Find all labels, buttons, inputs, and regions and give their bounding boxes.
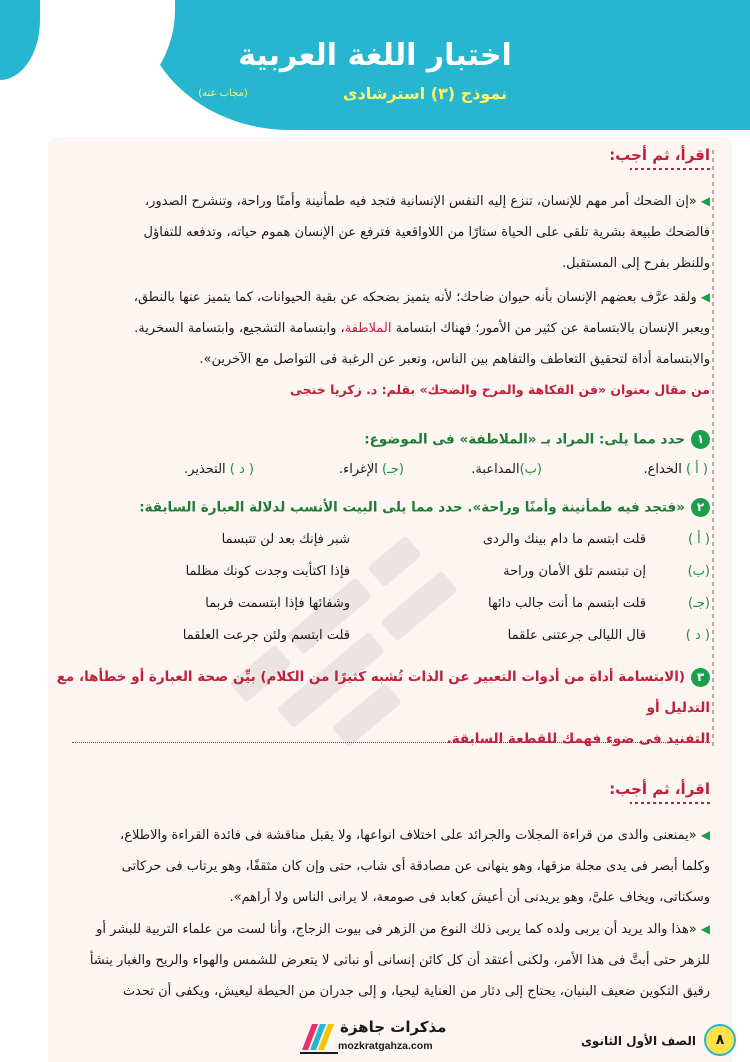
passage-line: للزهر حتى أبتَّ فى هذا الأمر، ولكنى أعتقد أن كل كائن إنسانى أو نباتى لا يتعرض للشمس والهواء والريح والغبار ينشأ	[89, 953, 710, 968]
logo-url: mozkratgahza.com	[338, 1040, 433, 1052]
section-heading: اقرأ، ثم أجب:	[609, 146, 710, 164]
verse-option-c[interactable]: (جـ) قلت ابتسم ما أنت جالب دائها وشفائها فإذا ابتسمت فربما	[205, 596, 710, 611]
verse-option-d[interactable]: ( د ) قال الليالى جرعتنى علقما قلت ابتسم ولئن جرعت العلقما	[182, 628, 710, 643]
verse-second-hemistich: وشفائها فإذا ابتسمت فربما	[205, 596, 350, 611]
question-3: ٣(الابتسامة أداة من أدوات التعبير عن الذات تُشبه كثيرًا من الكلام) بيِّن صحة العبارة أو خطأها، مع التدليل أو التفنيد فى ضوء فهمك للقطعة السابقة.	[56, 669, 710, 747]
grade-label: الصف الأول الثانوى	[580, 1034, 696, 1048]
passage-line: ويعبر الإنسان بالابتسامة عن كثير من الأمور؛ فهناك ابتسامة الملاطفة، وابتسامة التشجيع، وابتسامة السخرية.	[134, 321, 710, 336]
answer-line[interactable]	[72, 742, 710, 743]
passage-paragraph-4	[52, 914, 710, 1007]
passage-line: ◀ولقد عرَّف بعضهم الإنسان بأنه حيوان ضاحك؛ لأنه يتميز بضحكه عن بقية الحيوانات، كما يتميز عنها بالنطق،	[133, 290, 710, 305]
bullet-icon: ◀	[700, 194, 710, 208]
verse-second-hemistich: فإذا اكتأبت وجدت كونك مظلما	[185, 564, 350, 579]
question-2: ٢«فتجد فيه طمأنينة وأمنًا وراحة». حدد مما يلى البيت الأنسب لدلالة العبارة السابقة:	[139, 498, 710, 517]
question-1-options	[52, 462, 710, 486]
verse-first-hemistich: قلت ابتسم ما أنت جالب دائها	[488, 596, 646, 611]
bullet-icon: ◀	[700, 828, 710, 842]
bullet-icon: ◀	[700, 922, 710, 936]
logo-mark-icon	[300, 1020, 338, 1054]
question-number-badge: ١	[691, 430, 710, 449]
verse-first-hemistich: قلت ابتسم ما دام بينك والردى	[482, 532, 646, 547]
passage-line: وكلما أبصر فى يدى مجلة مزقها، وهو ينهانى عن مصادقة أى شاب، حتى وإن كان مثقفًا، وهو يرتاب فى حركاتى	[121, 859, 710, 874]
option-c[interactable]: (جـ) الإغراء.	[339, 462, 404, 477]
verse-option-a[interactable]: ( أ ) قلت ابتسم ما دام بينك والردى شبر فإنك بعد لن تتبسما	[221, 532, 710, 547]
question-number-badge: ٢	[691, 498, 710, 517]
option-d[interactable]: ( د ) التحذير.	[184, 462, 254, 477]
page-subtitle: نموذج (٣) استرشادى	[342, 84, 508, 103]
margin-rule	[712, 150, 714, 750]
heading-underline	[630, 802, 710, 804]
question-number-badge: ٣	[691, 668, 710, 687]
option-b[interactable]: (ب)المداعبة.	[471, 462, 542, 477]
passage-paragraph-3	[52, 820, 710, 913]
question-1: ١حدد مما يلى: المراد بـ «الملاطفة» فى الموضوع:	[364, 430, 710, 449]
passage-source: من مقال بعنوان «فن الفكاهة والمرح والضحك» بقلم: د. زكريا خنجى	[290, 382, 710, 397]
bullet-icon: ◀	[700, 290, 710, 304]
verse-first-hemistich: قال الليالى جرعتنى علقما	[507, 628, 646, 643]
passage-paragraph-1	[52, 186, 710, 279]
passage-line: ◀«إن الضحك أمر مهم للإنسان، تنزع إليه النفس الإنسانية فتجد فيه طمأنينة وأمنًا وراحة، وتنشرح الصدور،	[144, 194, 710, 209]
page-header	[0, 0, 750, 140]
site-logo[interactable]	[300, 1016, 470, 1058]
verse-second-hemistich: شبر فإنك بعد لن تتبسما	[221, 532, 350, 547]
passage-paragraph-2	[52, 282, 710, 375]
logo-title: مذكرات جاهزة	[340, 1018, 447, 1036]
passage-line: ◀«يمنعنى والدى من قراءة المجلات والجرائد على اختلاف انواعها، ولا يقبل مناقشة فى فائدة القراءة والاطلاع،	[120, 828, 710, 843]
heading-underline	[630, 168, 710, 170]
verse-first-hemistich: إن تبتسم تلق الأمان وراحة	[503, 564, 646, 579]
passage-line: وللنظر بفرح إلى المستقبل.	[562, 256, 710, 271]
passage-line: رقيق التكوين ضعيف البنيان، يحتاج إلى دثار من العناية ليحيا، و إلى جدران من الحيطة ليعيش، ويكفى أن تحدث	[122, 984, 710, 999]
section-heading: اقرأ، ثم أجب:	[609, 780, 710, 798]
passage-line: ◀«هذا والد يريد أن يربى ولده كما يربى ذلك النوع من الزهر فى بيوت الزجاج، وأنا لست من علماء التربية للبشر أو	[96, 922, 710, 937]
verse-second-hemistich: قلت ابتسم ولئن جرعت العلقما	[182, 628, 350, 643]
highlighted-word: الملاطفة	[344, 321, 392, 336]
option-a[interactable]: ( أ ) الخداع.	[643, 462, 708, 477]
answered-badge: (مجاب عنه)	[198, 88, 248, 99]
verse-option-b[interactable]: (ب) إن تبتسم تلق الأمان وراحة فإذا اكتأبت وجدت كونك مظلما	[185, 564, 710, 579]
page-title: اختبار اللغة العربية	[238, 38, 512, 73]
page-number: ٨	[704, 1024, 736, 1056]
passage-line: والابتسامة أداة لتحقيق التعاطف والتفاهم بين الناس، وتعبر عن الرغبة فى التواصل مع الآخرين».	[199, 352, 710, 367]
passage-line: فالضحك طبيعة بشرية تلقى على الحياة ستارًا من اللاواقعية فترفع عن الإنسان هموم حياته، وتدفعه للتفاؤل	[143, 225, 710, 240]
passage-line: وسكناتى، ويخاف علىَّ، وهو يريدنى أن أعيش كعابد فى صومعة، لا يرانى الناس ولا أراهم».	[229, 890, 710, 905]
